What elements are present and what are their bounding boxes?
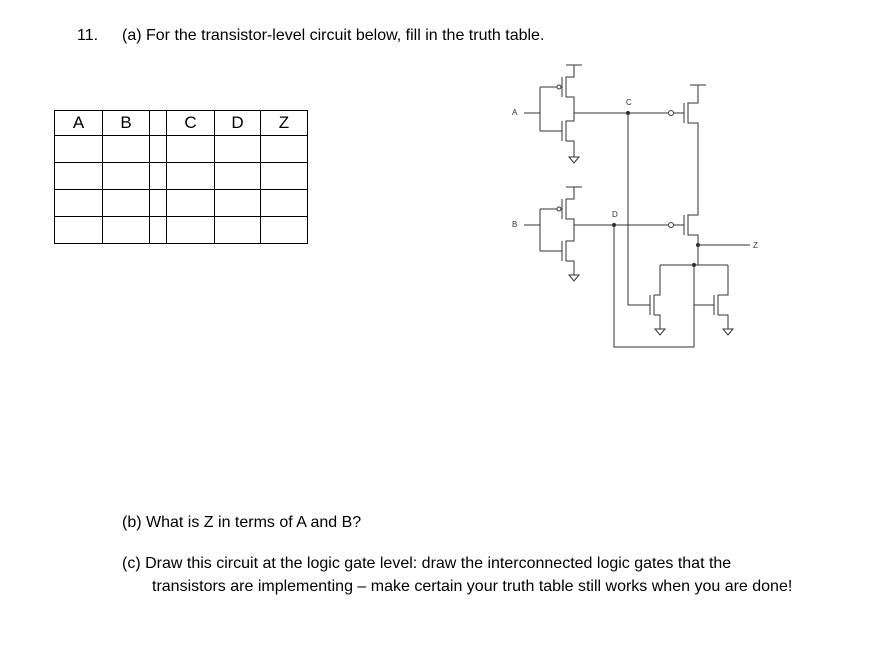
header-d: D [215, 111, 261, 136]
nmos-parallel-pulldown [650, 291, 733, 347]
table-cell[interactable] [215, 163, 261, 190]
table-cell[interactable] [261, 217, 308, 244]
label-a: A [512, 108, 518, 117]
table-cell[interactable] [215, 136, 261, 163]
label-c: C [626, 98, 632, 107]
question-part-c-line1: (c) Draw this circuit at the logic gate level: draw the interconnected logic gates that the [122, 555, 732, 572]
table-cell [150, 190, 167, 217]
table-cell [150, 163, 167, 190]
table-cell[interactable] [103, 190, 150, 217]
table-cell[interactable] [167, 163, 215, 190]
header-b: B [103, 111, 150, 136]
table-cell[interactable] [215, 217, 261, 244]
table-cell[interactable] [55, 163, 103, 190]
table-cell[interactable] [167, 217, 215, 244]
table-row [55, 136, 308, 163]
table-row [55, 217, 308, 244]
header-spacer [150, 111, 167, 136]
question-part-c [122, 552, 842, 598]
table-cell[interactable] [261, 163, 308, 190]
label-b: B [512, 220, 518, 229]
truth-table-header-row [55, 111, 308, 136]
table-cell[interactable] [103, 163, 150, 190]
table-cell [150, 217, 167, 244]
output-z-wiring [660, 243, 750, 291]
truth-table [54, 110, 308, 244]
question-part-b: (b) What is Z in terms of A and B? [122, 514, 362, 531]
pmos-series-pullup [666, 85, 706, 265]
label-d: D [612, 210, 618, 219]
inverter-b [524, 187, 614, 281]
inverter-a [524, 65, 628, 163]
table-cell[interactable] [103, 136, 150, 163]
header-a: A [55, 111, 103, 136]
table-cell[interactable] [55, 217, 103, 244]
transistor-circuit-diagram [500, 55, 780, 355]
table-cell[interactable] [167, 136, 215, 163]
question-number: 11. [77, 27, 99, 44]
table-cell[interactable] [261, 136, 308, 163]
node-d-wiring [612, 223, 694, 347]
table-cell[interactable] [103, 217, 150, 244]
question-part-c-rest: transistors are implementing – make certain your truth table still works when you are done! [152, 578, 793, 595]
table-cell[interactable] [167, 190, 215, 217]
header-z: Z [261, 111, 308, 136]
table-cell[interactable] [215, 190, 261, 217]
table-row [55, 163, 308, 190]
header-c: C [167, 111, 215, 136]
table-cell[interactable] [55, 190, 103, 217]
table-cell[interactable] [261, 190, 308, 217]
label-z: Z [753, 241, 758, 250]
table-row [55, 190, 308, 217]
table-cell [150, 136, 167, 163]
table-cell[interactable] [55, 136, 103, 163]
question-part-a: (a) For the transistor-level circuit below, fill in the truth table. [122, 27, 545, 44]
